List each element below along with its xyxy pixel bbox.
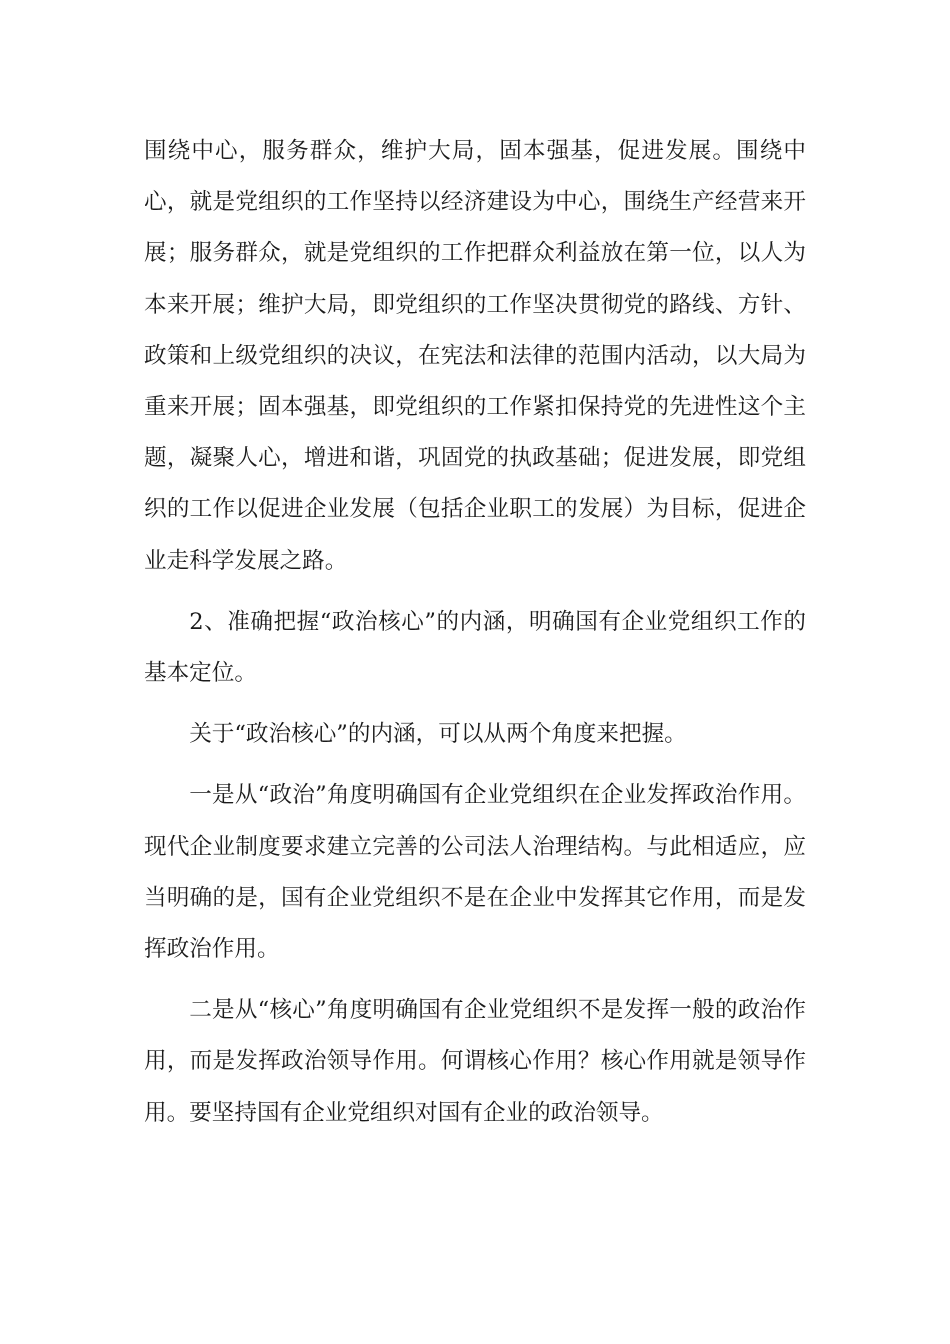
paragraph-4: 一是从“政治”角度明确国有企业党组织在企业发挥政治作用。现代企业制度要求建立完善的公司法人治理结构。与此相适应，应当明确的是，国有企业党组织不是在企业中发挥其它作用，而是发挥政治作用。 [144,782,806,963]
paragraph-3: 关于“政治核心”的内涵，可以从两个角度来把握。 [189,721,687,748]
paragraph-5: 二是从“核心”角度明确国有企业党组织不是发挥一般的政治作用，而是发挥政治领导作用。何谓核心作用？核心作用就是领导作用。要坚持国有企业党组织对国有企业的政治领导。 [144,997,806,1126]
paragraph-2-heading: 2、准确把握“政治核心”的内涵，明确国有企业党组织工作的基本定位。 [144,608,806,687]
paragraph-1: 围绕中心，服务群众，维护大局，固本强基，促进发展。围绕中心，就是党组织的工作坚持以经济建设为中心，围绕生产经营来开展；服务群众，就是党组织的工作把群众利益放在第一位，以人为本来开展；维护大局，即党组织的工作坚决贯彻党的路线、方针、政策和上级党组织的决议，在宪法和法律的范围内活动，以大局为重来开展；固本强基，即党组织的工作紧扣保持党的先进性这个主题，凝聚人心，增进和谐，巩固党的执政基础；促进发展，即党组织的工作以促进企业发展（包括企业职工的发展）为目标，促进企业走科学发展之路。 [144,138,806,574]
document-body [144,126,806,1139]
